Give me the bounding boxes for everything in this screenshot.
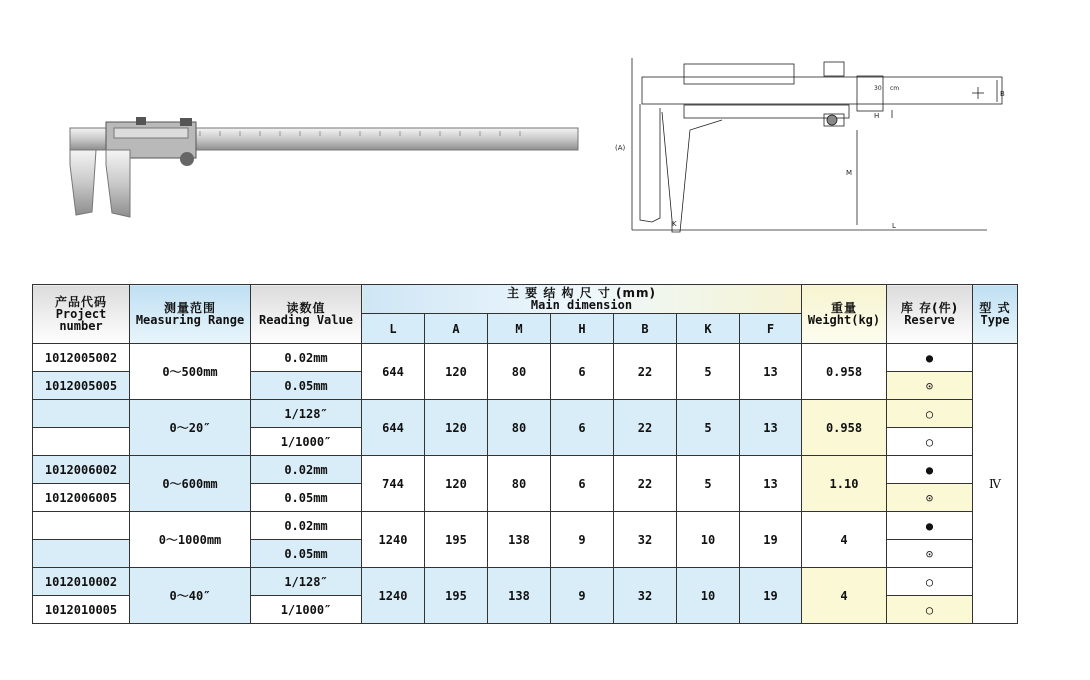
header-dim-l: L: [362, 314, 425, 344]
cell-b: 22: [614, 400, 677, 456]
cell-reading: 0.05mm: [251, 540, 362, 568]
cell-h: 6: [551, 344, 614, 400]
cell-a: 120: [425, 400, 488, 456]
table-row: [33, 400, 1018, 428]
cell-range: 0～500mm: [130, 344, 251, 400]
cell-code: 1012005005: [33, 372, 130, 400]
cell-h: 9: [551, 568, 614, 624]
table-row: [33, 344, 1018, 372]
cell-range: 0～40″: [130, 568, 251, 624]
dim-label-h: H: [874, 112, 880, 120]
header-dim-m: M: [488, 314, 551, 344]
cell-code: [33, 512, 130, 540]
cell-b: 32: [614, 512, 677, 568]
caliper-photo: [60, 105, 585, 220]
cell-b: 22: [614, 344, 677, 400]
cell-reserve: ⊙: [887, 372, 973, 400]
header-type: 型 式 Type: [973, 285, 1018, 344]
cell-reading: 1/128″: [251, 400, 362, 428]
cell-reserve: ⊙: [887, 484, 973, 512]
cell-k: 10: [677, 568, 740, 624]
header-dim-a: A: [425, 314, 488, 344]
cell-h: 9: [551, 512, 614, 568]
cell-reserve: ○: [887, 428, 973, 456]
cell-h: 6: [551, 400, 614, 456]
cell-code: 1012006005: [33, 484, 130, 512]
cell-reserve: ●: [887, 456, 973, 484]
cell-reading: 0.02mm: [251, 512, 362, 540]
cell-f: 13: [740, 456, 802, 512]
cell-reserve: ●: [887, 344, 973, 372]
cell-k: 10: [677, 512, 740, 568]
cell-m: 80: [488, 344, 551, 400]
cell-reserve: ●: [887, 512, 973, 540]
cell-f: 13: [740, 400, 802, 456]
cell-range: 0～1000mm: [130, 512, 251, 568]
cell-reading: 1/128″: [251, 568, 362, 596]
cell-code: 1012010002: [33, 568, 130, 596]
cell-weight: 1.10: [802, 456, 887, 512]
header-main-dimension: 主 要 结 构 尺 寸 (mm) Main dimension: [362, 285, 802, 314]
cell-h: 6: [551, 456, 614, 512]
cell-range: 0～600mm: [130, 456, 251, 512]
cell-reading: 1/1000″: [251, 596, 362, 624]
dim-label-m: M: [846, 169, 853, 177]
header-reading: 读数值 Reading Value: [251, 285, 362, 344]
cell-reserve: ⊙: [887, 540, 973, 568]
table-row: [33, 456, 1018, 484]
header-project: 产品代码 Project number: [33, 285, 130, 344]
cell-k: 5: [677, 344, 740, 400]
cell-code: 1012006002: [33, 456, 130, 484]
cell-m: 80: [488, 456, 551, 512]
header-weight: 重量 Weight(kg): [802, 285, 887, 344]
cell-reading: 0.02mm: [251, 456, 362, 484]
header-reserve: 库 存(件) Reserve: [887, 285, 973, 344]
cell-weight: 4: [802, 512, 887, 568]
dim-label-cm: cm: [890, 85, 900, 92]
cell-type: Ⅳ: [973, 344, 1018, 624]
cell-reading: 1/1000″: [251, 428, 362, 456]
header-dim-h: H: [551, 314, 614, 344]
cell-code: 1012005002: [33, 344, 130, 372]
cell-m: 80: [488, 400, 551, 456]
cell-m: 138: [488, 512, 551, 568]
header-dim-f: F: [740, 314, 802, 344]
header-dim-b: B: [614, 314, 677, 344]
cell-weight: 4: [802, 568, 887, 624]
cell-a: 120: [425, 344, 488, 400]
cell-a: 195: [425, 568, 488, 624]
cell-l: 1240: [362, 512, 425, 568]
cell-b: 22: [614, 456, 677, 512]
dim-label-a: (A): [615, 144, 626, 152]
cell-k: 5: [677, 400, 740, 456]
table-row: [33, 512, 1018, 540]
cell-l: 644: [362, 344, 425, 400]
cell-reading: 0.05mm: [251, 372, 362, 400]
cell-a: 195: [425, 512, 488, 568]
cell-a: 120: [425, 456, 488, 512]
cell-reserve: ○: [887, 400, 973, 428]
dim-label-30: 30: [874, 85, 882, 92]
cell-b: 32: [614, 568, 677, 624]
cell-reading: 0.05mm: [251, 484, 362, 512]
cell-reserve: ○: [887, 596, 973, 624]
cell-code: [33, 400, 130, 428]
dim-label-k: K: [672, 220, 677, 228]
cell-range: 0～20″: [130, 400, 251, 456]
cell-weight: 0.958: [802, 344, 887, 400]
cell-code: [33, 540, 130, 568]
cell-code: 1012010005: [33, 596, 130, 624]
caliper-dimension-drawing: [612, 50, 1012, 240]
cell-reserve: ○: [887, 568, 973, 596]
header-range: 测量范围 Measuring Range: [130, 285, 251, 344]
cell-l: 1240: [362, 568, 425, 624]
cell-weight: 0.958: [802, 400, 887, 456]
cell-f: 19: [740, 568, 802, 624]
cell-m: 138: [488, 568, 551, 624]
table-row: [33, 568, 1018, 596]
header-dim-k: K: [677, 314, 740, 344]
cell-l: 744: [362, 456, 425, 512]
cell-reading: 0.02mm: [251, 344, 362, 372]
cell-f: 13: [740, 344, 802, 400]
dim-label-l: L: [892, 222, 896, 230]
dim-label-b: B: [1000, 90, 1005, 98]
cell-k: 5: [677, 456, 740, 512]
cell-f: 19: [740, 512, 802, 568]
spec-table: [32, 284, 1018, 624]
cell-code: [33, 428, 130, 456]
cell-l: 644: [362, 400, 425, 456]
